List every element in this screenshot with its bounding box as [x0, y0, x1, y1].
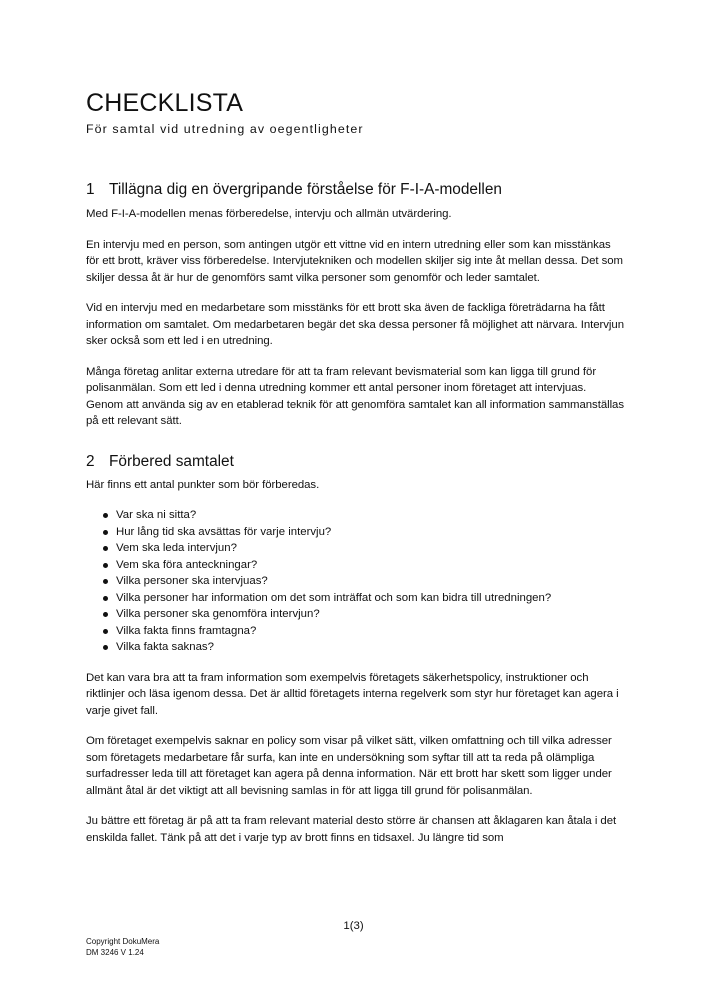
section-1-number: 1: [86, 181, 95, 198]
checklist-item-text: Var ska ni sitta?: [116, 509, 197, 521]
bullet-icon: [103, 596, 108, 601]
section-1-paragraph: Vid en intervju med en medarbetare som misstänks för ett brott ska även de fackliga företrädarna ha fått information om samtalet. Om medarbetaren begär det ska dessa personer få möjlighet att närvara. Intervjun sker också som ett led i en utredning.: [86, 302, 624, 347]
checklist-item-text: Vilka personer har information om det som inträffat och som kan bidra till utredningen?: [116, 591, 552, 604]
checklist-item: [86, 639, 626, 656]
footer: [86, 936, 159, 958]
bullet-icon: [103, 563, 108, 568]
section-2-paragraph: Det kan vara bra att ta fram information som exempelvis företagets säkerhetspolicy, instruktioner och riktlinjer och läsa igenom dessa. Det är alltid företagets interna regelverk som styr hur företaget kan agera i varje givet fall.: [86, 671, 619, 717]
checklist-item-text: Vilka personer ska intervjuas?: [116, 575, 268, 587]
preparation-checklist: [86, 507, 626, 656]
bullet-icon: [103, 530, 108, 535]
footer-document-id: DM 3246 V 1.24: [86, 948, 144, 957]
bullet-icon: [103, 612, 108, 617]
checklist-item-text: Vilka personer ska genomföra intervjun?: [116, 608, 320, 620]
section-1-paragraph: En intervju med en person, som antingen utgör ett vittne vid en intern utredning eller som kan misstänkas för ett brott, kräver viss förberedelse. Intervjutekniken och modellen skiljer sig inte åt mellan dessa. Det som skiljer dessa åt är hur de genomförs samt vilka personer som genomför och leder samtalet.: [86, 238, 623, 284]
checklist-item: [86, 573, 626, 590]
section-1-paragraph: Med F-I-A-modellen menas förberedelse, intervju och allmän utvärdering.: [86, 208, 452, 220]
section-1-paragraph: Många företag anlitar externa utredare för att ta fram relevant bevismaterial som kan ligga till grund för polisanmälan. Som ett led i denna utredning kommer ett antal personer inom företaget att intervjuas. Genom att använda sig av en etablerad teknik för att genomföra samtalet kan all information sammanställas på ett relevant sätt.: [86, 365, 624, 427]
page-number: 1(3): [343, 920, 364, 932]
bullet-icon: [103, 629, 108, 634]
checklist-item: [86, 524, 626, 541]
checklist-item-text: Vilka fakta saknas?: [116, 641, 214, 653]
bullet-icon: [103, 513, 108, 518]
section-2-intro: Här finns ett antal punkter som bör förberedas.: [86, 478, 320, 491]
checklist-item-text: Vem ska föra anteckningar?: [116, 558, 258, 571]
document-subtitle: För samtal vid utredning av oegentligheter: [86, 122, 364, 136]
section-1-title: Tillägna dig en övergripande förståelse för F-I-A-modellen: [109, 181, 502, 198]
checklist-item: [86, 540, 626, 557]
checklist-item: [86, 507, 626, 524]
section-2-title: Förbered samtalet: [109, 452, 234, 470]
checklist-item: [86, 557, 626, 574]
section-2-number: 2: [86, 452, 95, 470]
checklist-item: [86, 623, 626, 640]
section-2-heading: [86, 452, 626, 472]
bullet-icon: [103, 579, 108, 584]
section-2-paragraph: Ju bättre ett företag är på att ta fram relevant material desto större är chansen att åklagaren kan åtala i det enskilda fallet. Tänk på att det i varje typ av brott finns en tidsaxel. Ju längre tid som: [86, 815, 617, 844]
bullet-icon: [103, 645, 108, 650]
footer-copyright: Copyright DokuMera: [86, 937, 160, 946]
checklist-item: [86, 606, 626, 623]
checklist-item-text: Vilka fakta finns framtagna?: [116, 624, 257, 637]
checklist-item-text: Vem ska leda intervjun?: [116, 542, 237, 554]
bullet-icon: [103, 546, 108, 551]
checklist-item: [86, 590, 626, 607]
document-title: CHECKLISTA: [86, 89, 244, 117]
checklist-item-text: Hur lång tid ska avsättas för varje intervju?: [116, 525, 332, 538]
section-1-heading: [86, 180, 626, 200]
section-2-paragraph: Om företaget exempelvis saknar en policy som visar på vilket sätt, vilken omfattning och till vilka adresser som företagets medarbetare får surfa, kan inte en undersökning som syftar till att ta reda på olämpliga surfadresser leda till att företaget kan agera på denna information. När ett brott har skett som ligger under allmänt åtal är det viktigt att all bevisning samlas in för att ligga till grund för polisanmälan.: [86, 735, 612, 797]
document-body: [86, 180, 626, 846]
